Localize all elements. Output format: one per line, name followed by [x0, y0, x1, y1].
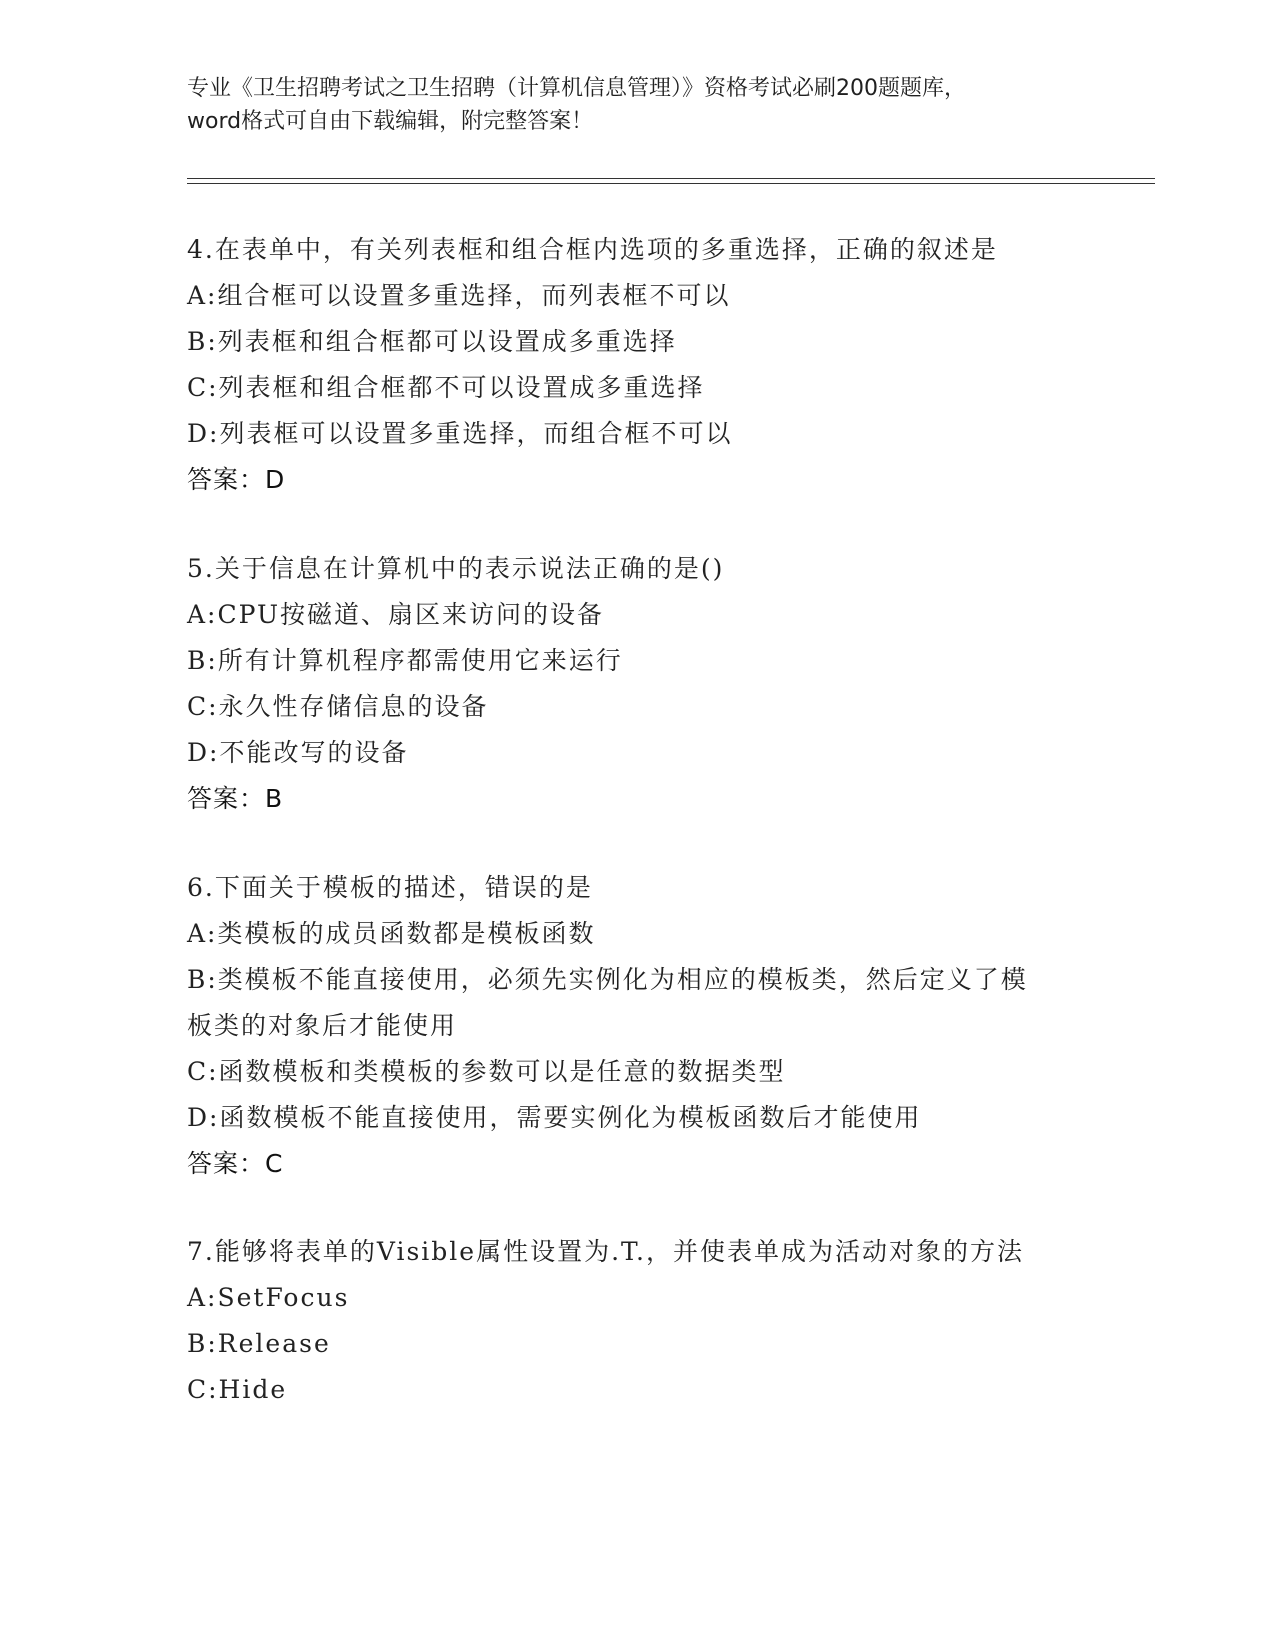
- question-4: [187, 227, 1087, 503]
- answer-line: 答案：C: [187, 1149, 284, 1178]
- option-b: B:所有计算机程序都需使用它来运行: [187, 646, 623, 675]
- option-a: A:组合框可以设置多重选择，而列表框不可以: [187, 281, 731, 310]
- answer-line: 答案：D: [187, 465, 286, 494]
- option-a: A:SetFocus: [187, 1283, 350, 1312]
- answer-line: 答案：B: [187, 784, 284, 813]
- option-d: D:函数模板不能直接使用，需要实例化为模板函数后才能使用: [187, 1103, 922, 1132]
- header-title-line-2: word格式可自由下载编辑，附完整答案！: [187, 109, 594, 134]
- option-c: C:列表框和组合框都不可以设置成多重选择: [187, 373, 705, 402]
- option-b: B:类模板不能直接使用，必须先实例化为相应的模板类，然后定义了模板类的对象后才能使用: [187, 965, 1028, 1040]
- question-stem: 7.能够将表单的Visible属性设置为.T.，并使表单成为活动对象的方法: [187, 1237, 1024, 1266]
- document-header: [187, 72, 1087, 138]
- option-a: A:类模板的成员函数都是模板函数: [187, 919, 596, 948]
- option-d: D:列表框可以设置多重选择，而组合框不可以: [187, 419, 733, 448]
- question-stem: 4.在表单中，有关列表框和组合框内选项的多重选择，正确的叙述是: [187, 235, 998, 264]
- question-stem: 5.关于信息在计算机中的表示说法正确的是(): [187, 554, 725, 583]
- option-c: C:永久性存储信息的设备: [187, 692, 489, 721]
- option-d: D:不能改写的设备: [187, 738, 409, 767]
- question-7: [187, 1229, 1087, 1413]
- question-5: [187, 546, 1087, 822]
- question-6: [187, 865, 1087, 1187]
- option-a: A:CPU按磁道、扇区来访问的设备: [187, 600, 605, 629]
- header-divider-top: [187, 178, 1155, 179]
- option-b: B:Release: [187, 1329, 331, 1358]
- option-c: C:Hide: [187, 1375, 288, 1404]
- question-stem: 6.下面关于模板的描述，错误的是: [187, 873, 593, 902]
- option-b: B:列表框和组合框都可以设置成多重选择: [187, 327, 677, 356]
- header-title-line-1: 专业《卫生招聘考试之卫生招聘（计算机信息管理）》资格考试必刷200题题库，: [187, 76, 966, 101]
- header-divider-bottom: [187, 183, 1155, 184]
- option-c: C:函数模板和类模板的参数可以是任意的数据类型: [187, 1057, 786, 1086]
